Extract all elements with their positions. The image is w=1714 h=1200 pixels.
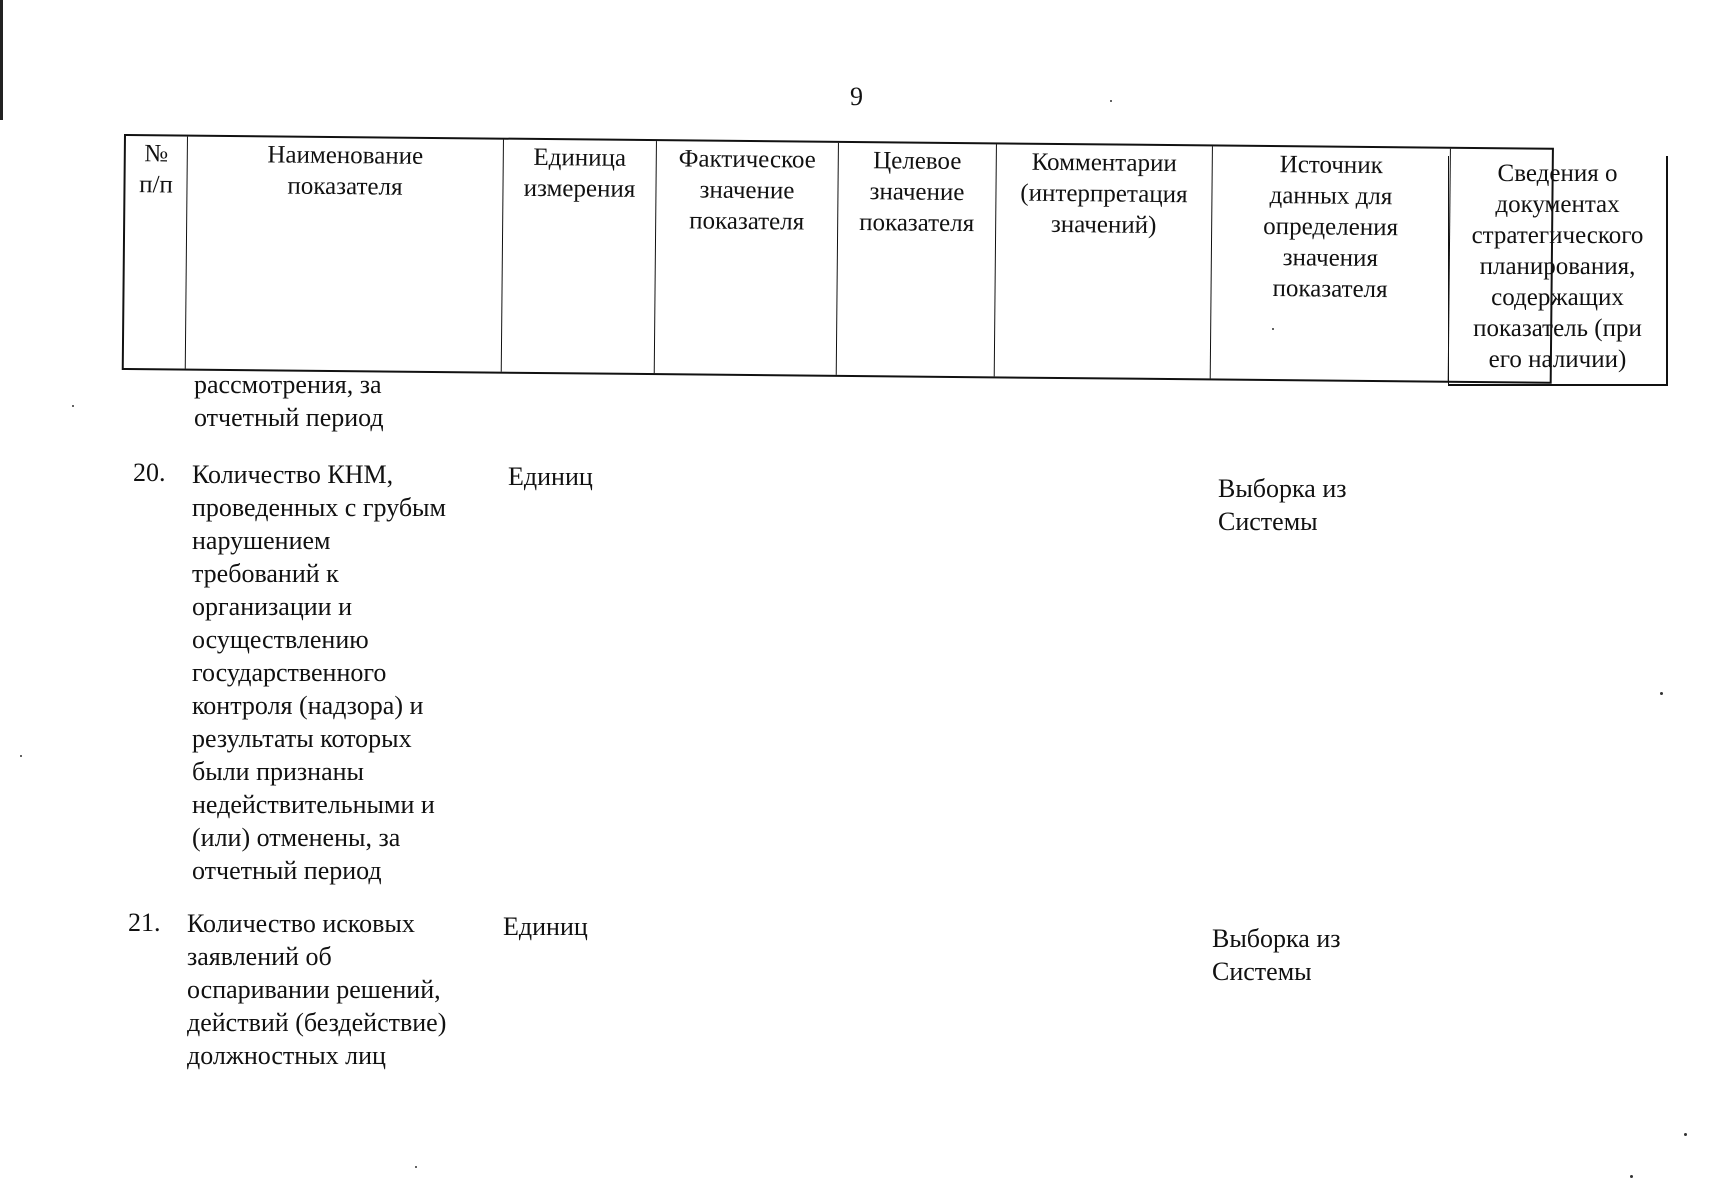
header-col-target-value: Целевое значение показателя xyxy=(836,143,996,377)
indicator-table-header xyxy=(122,134,1554,384)
header-col-number: № п/п xyxy=(139,140,174,199)
scan-speck xyxy=(1272,328,1274,330)
row-21-source: Выборка из Системы xyxy=(1212,924,1341,986)
row-21-unit: Единиц xyxy=(503,912,588,941)
header-col-unit: Единица измерения xyxy=(501,140,656,373)
scan-speck xyxy=(415,1166,417,1168)
scan-speck xyxy=(1660,692,1663,695)
row-21-name: Количество исковых заявлений об оспаривании решений, действий (бездействие) должностных лиц xyxy=(187,909,447,1070)
header-col-comments: Комментарии (интерпретация значений) xyxy=(994,144,1212,378)
scan-speck xyxy=(20,755,22,757)
row-20-source: Выборка из Системы xyxy=(1218,474,1347,536)
continuation-name: рассмотрения, за отчетный период xyxy=(194,370,384,432)
page-number: 9 xyxy=(850,82,863,111)
header-col-name: Наименование показателя xyxy=(185,137,503,372)
header-col-strategic-docs-text: Сведения о документах стратегического планирования, содержащих показатель (при его наличии) xyxy=(1448,156,1668,386)
row-20-name: Количество КНМ, проведенных с грубым нарушением требований к организации и осуществлению государственного контроля (надзора) и результаты которых были признаны недействительными и (или) отменены, за отчетный период xyxy=(192,460,446,885)
scan-speck xyxy=(1110,100,1112,102)
row-20-unit: Единиц xyxy=(508,462,593,491)
row-20-number: 20. xyxy=(133,458,166,487)
scan-speck xyxy=(72,405,74,407)
scan-speck xyxy=(1684,1133,1687,1136)
header-col-data-source: Источник данных для определения значения показателя xyxy=(1210,146,1450,380)
header-col-actual-value: Фактическое значение показателя xyxy=(654,141,838,375)
scan-speck xyxy=(1630,1175,1633,1178)
row-21-number: 21. xyxy=(128,908,161,937)
page-edge-mark xyxy=(0,0,3,120)
